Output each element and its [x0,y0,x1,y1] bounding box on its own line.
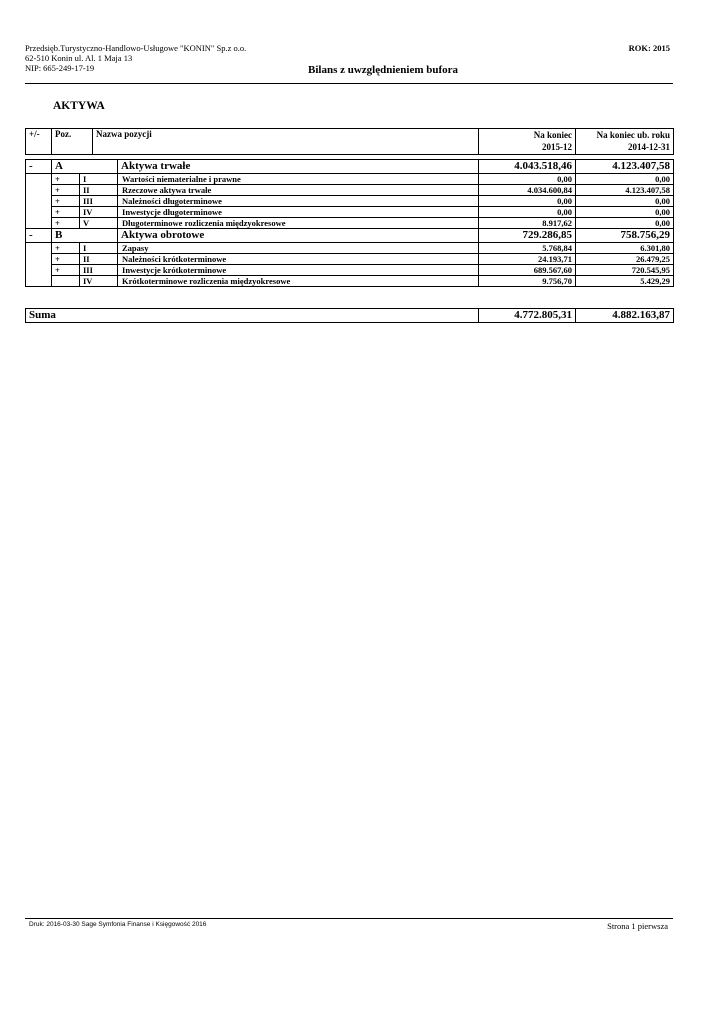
row-previous-value: 0,00 [576,196,674,207]
table-row [26,229,674,243]
table-row [26,243,674,254]
row-name: Należności krótkoterminowe [118,254,479,265]
sum-label: Suma [26,309,479,323]
sum-previous-value: 4.882.163,87 [576,309,674,323]
row-name: Długoterminowe rozliczenia międzyokresowe [118,218,479,229]
row-sign[interactable]: + [52,243,80,254]
row-current-value: 729.286,85 [479,229,576,243]
table-row [26,254,674,265]
row-name: Wartości niematerialne i prawne [118,174,479,185]
row-current-value: 689.567,60 [479,265,576,276]
balance-sum-table [25,308,674,323]
sum-current-value: 4.772.805,31 [479,309,576,323]
row-pos: III [80,196,118,207]
header-divider [25,83,673,84]
row-sign[interactable]: + [52,207,80,218]
row-name: Krótkoterminowe rozliczenia międzyokresowe [118,276,479,287]
row-sign[interactable]: + [52,196,80,207]
row-sign[interactable]: + [52,174,80,185]
row-sign[interactable]: - [26,160,52,174]
row-previous-value: 4.123.407,58 [576,160,674,174]
row-pos: I [80,174,118,185]
row-pos: V [80,218,118,229]
row-pos: I [80,243,118,254]
row-sign[interactable]: - [26,229,52,243]
row-previous-value: 0,00 [576,174,674,185]
row-previous-value: 6.301,80 [576,243,674,254]
col-sign-header: +/- [26,129,52,155]
row-current-value: 4.034.600,84 [479,185,576,196]
row-previous-value: 0,00 [576,207,674,218]
col-pos-header: Poz. [52,129,93,155]
balance-data-table [25,159,674,287]
row-name: Należności długoterminowe [118,196,479,207]
col-previous-header: Na koniec ub. roku 2014-12-31 [576,129,674,155]
row-name: Inwestycje krótkoterminowe [118,265,479,276]
table-row [26,160,674,174]
print-info: Druk: 2016-03-30 Sage Symfonia Finanse i Księgowość 2016 [29,921,207,928]
row-name: Zapasy [118,243,479,254]
footer-divider [25,918,673,919]
col-name-header: Nazwa pozycji [93,129,479,155]
col-current-header: Na koniec 2015-12 [479,129,576,155]
row-sign[interactable]: + [52,185,80,196]
row-previous-value: 4.123.407,58 [576,185,674,196]
table-row [26,196,674,207]
balance-header-table [25,128,674,155]
row-current-value: 0,00 [479,174,576,185]
row-current-value: 5.768,84 [479,243,576,254]
row-current-value: 24.193,71 [479,254,576,265]
table-row [26,207,674,218]
table-row [26,174,674,185]
company-name: Przedsięb.Turystyczno-Handlowo-Usługowe "KONIN" Sp.z o.o. [25,43,247,53]
row-current-value: 0,00 [479,196,576,207]
row-previous-value: 5.429,29 [576,276,674,287]
table-row [26,276,674,287]
row-pos: IV [80,276,118,287]
row-sign[interactable]: + [52,218,80,229]
row-sign [52,276,80,287]
company-address: 62-510 Konin ul. Al. 1 Maja 13 [25,53,133,63]
report-year: ROK: 2015 [628,43,670,53]
row-pos: IV [80,207,118,218]
table-row [26,185,674,196]
row-current-value: 9.756,70 [479,276,576,287]
row-previous-value: 758.756,29 [576,229,674,243]
table-row [26,265,674,276]
row-pos: B [52,229,118,243]
sum-row [26,309,674,323]
row-sign[interactable]: + [52,254,80,265]
row-pos: III [80,265,118,276]
row-name: Rzeczowe aktywa trwałe [118,185,479,196]
row-pos: II [80,254,118,265]
row-pos: II [80,185,118,196]
row-name: Aktywa obrotowe [118,229,479,243]
section-title: AKTYWA [53,100,105,112]
table-row [26,218,674,229]
row-previous-value: 26.479,25 [576,254,674,265]
company-nip: NIP: 665-249-17-19 [25,63,95,73]
row-current-value: 0,00 [479,207,576,218]
report-title: Bilans z uwzględnieniem bufora [308,64,459,76]
row-previous-value: 720.545,95 [576,265,674,276]
row-current-value: 8.917,62 [479,218,576,229]
row-pos: A [52,160,118,174]
row-name: Aktywa trwałe [118,160,479,174]
row-current-value: 4.043.518,46 [479,160,576,174]
row-sign[interactable]: + [52,265,80,276]
row-name: Inwestycje długoterminowe [118,207,479,218]
page-number: Strona 1 pierwsza [607,921,668,931]
row-previous-value: 0,00 [576,218,674,229]
